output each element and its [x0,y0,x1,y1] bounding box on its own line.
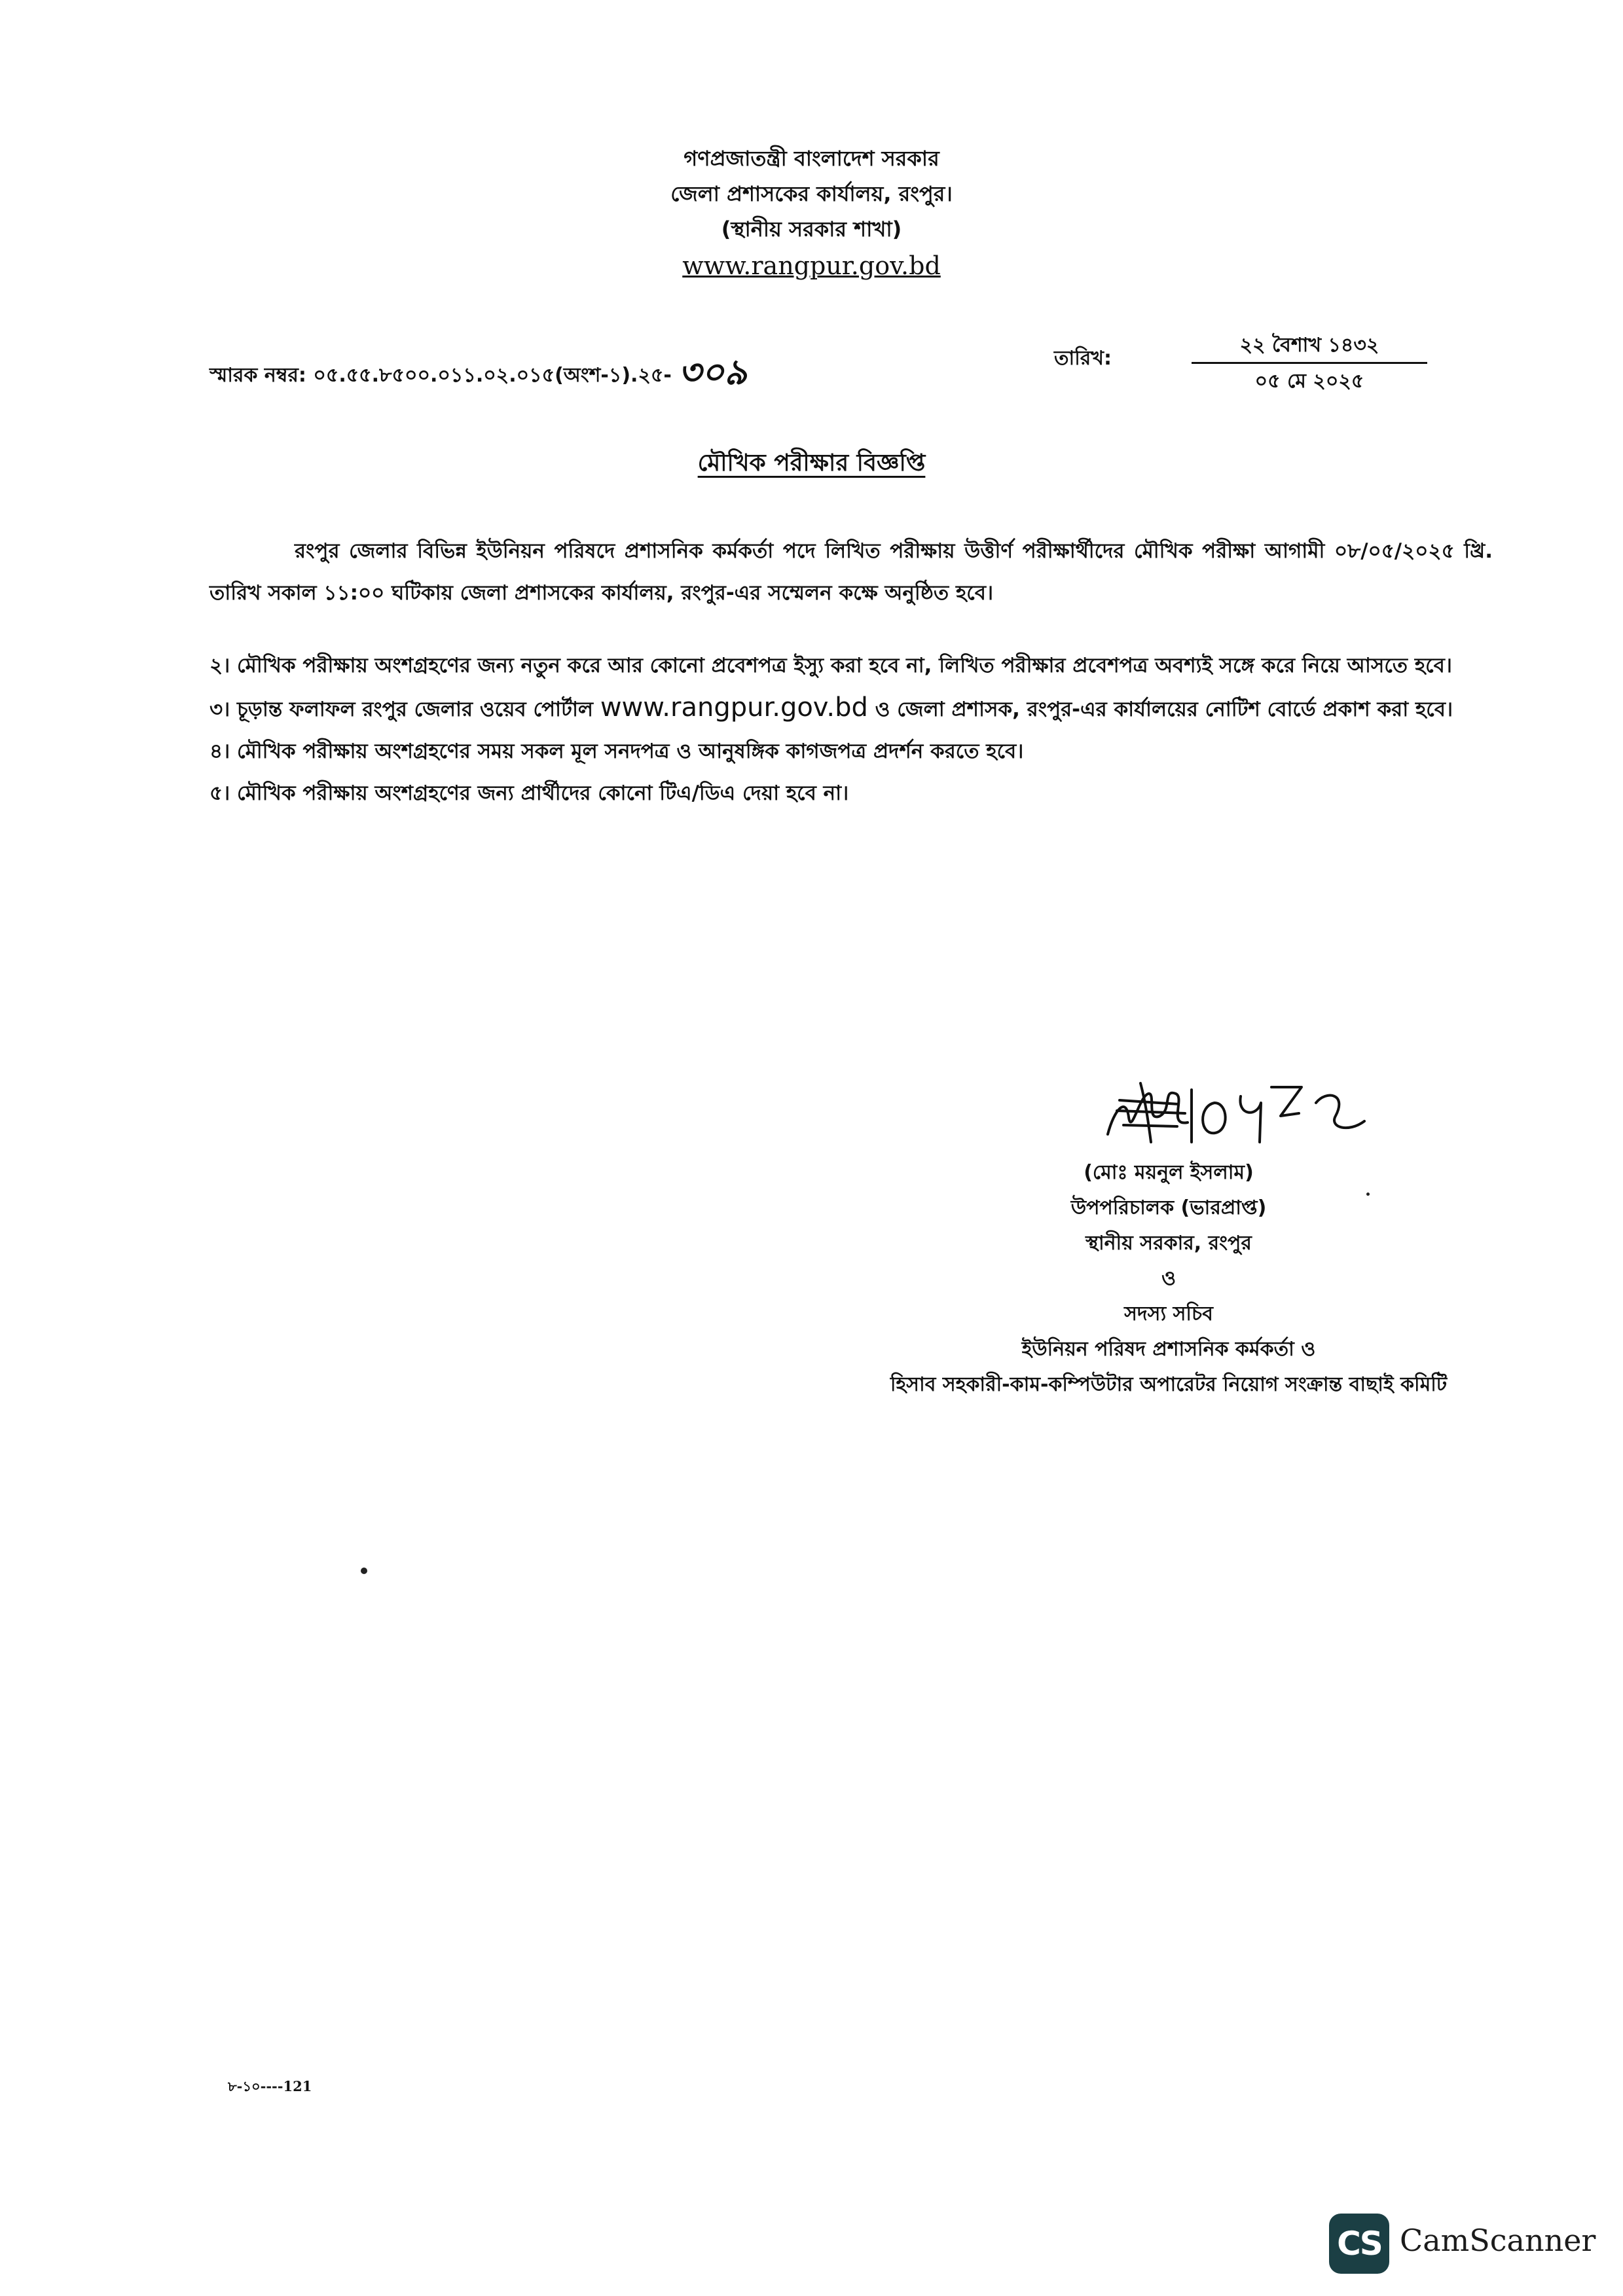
committee-line-1: ইউনিয়ন পরিষদ প্রশাসনিক কর্মকর্তা ও [1021,1338,1316,1361]
notice-title-text: মৌখিক পরীক্ষার বিজ্ঞপ্তি [697,450,926,476]
signatory-block [812,1155,1525,1403]
item-3-before: ৩। চূড়ান্ত ফলাফল রংপুর জেলার ওয়েব পোর্টাল [210,698,594,721]
notice-title [0,445,1623,484]
signatory-name: (মোঃ ময়নুল ইসলাম) [1084,1161,1254,1184]
signatory-role: সদস্য সচিব [1124,1302,1213,1325]
camscanner-watermark [1329,2214,1597,2274]
item-3-after: ও জেলা প্রশাসক, রংপুর-এর কার্যালয়ের নোটিশ বোর্ডে প্রকাশ করা হবে। [875,698,1453,721]
signatory-conjunction: ও [1161,1267,1176,1290]
government-name: গণপ্রজাতন্ত্রী বাংলাদেশ সরকার [684,146,939,171]
date-label: তারিখ: [1054,347,1112,370]
signatory-designation: উপপরিচালক (ভারপ্রাপ্ত) [1070,1196,1267,1219]
letterhead [0,141,1623,285]
item-2: ২। মৌখিক পরীক্ষায় অংশগ্রহণের জন্য নতুন করে আর কোনো প্রবেশপত্র ইস্যু করা হবে না, লিখিত পরীক্ষার প্রবেশপত্র অবশ্যই সঙ্গে করে নিয়ে আসতে হবে। [210,654,1452,677]
memo-number-label: স্মারক নম্বর: ০৫.৫৫.৮৫০০.০১১.০২.০১৫(অংশ-১).২৫- [210,364,672,387]
date-bangla: ২২ বৈশাখ ১৪৩২ [1192,331,1427,364]
portal-link[interactable]: www.rangpur.gov.bd [600,692,868,723]
camscanner-name: CamScanner [1400,2223,1596,2258]
memo-row [210,331,1427,403]
memo-number [210,342,747,401]
speck-dot [361,1568,367,1574]
office-name: জেলা প্রশাসকের কার্যালয়, রংপুর। [670,181,953,206]
date-english: ০৫ মে ২০২৫ [1254,370,1364,393]
item-3 [210,687,1493,730]
footer-code: ৮-১০----121 [228,2078,312,2094]
speck-dot [1366,1193,1370,1196]
paragraph-1: রংপুর জেলার বিভিন্ন ইউনিয়ন পরিষদে প্রশাসনিক কর্মকর্তা পদে লিখিত পরীক্ষায় উত্তীর্ণ পরীক্ষার্থীদের মৌখিক পরীক্ষা আগামী ০৮/০৫/২০২৫ খ্রি. তারিখ সকাল ১১:০০ ঘটিকায় জেলা প্রশাসকের কার্যালয়, রংপুর-এর সম্মেলন কক্ষে অনুষ্ঠিত হবে। [210,539,1493,605]
handwritten-signature [1100,1070,1375,1149]
camscanner-logo-icon: CS [1329,2214,1389,2274]
website-link[interactable]: www.rangpur.gov.bd [682,251,941,280]
branch-name: (স্থানীয় সরকার শাখা) [721,217,902,242]
item-5: ৫। মৌখিক পরীক্ষায় অংশগ্রহণের জন্য প্রার্থীদের কোনো টিএ/ডিএ দেয়া হবে না। [210,781,849,805]
signatory-office: স্থানীয় সরকার, রংপুর [1085,1232,1252,1255]
notice-items [210,645,1493,814]
memo-handwritten-number: ৩০৯ [678,351,748,393]
item-4: ৪। মৌখিক পরীক্ষায় অংশগ্রহণের সময় সকল মূল সনদপত্র ও আনুষঙ্গিক কাগজপত্র প্রদর্শন করতে হবে। [210,740,1024,763]
date-box [1192,331,1427,398]
committee-line-2: হিসাব সহকারী-কাম-কম্পিউটার অপারেটর নিয়োগ সংক্রান্ত বাছাই কমিটি [890,1373,1448,1396]
